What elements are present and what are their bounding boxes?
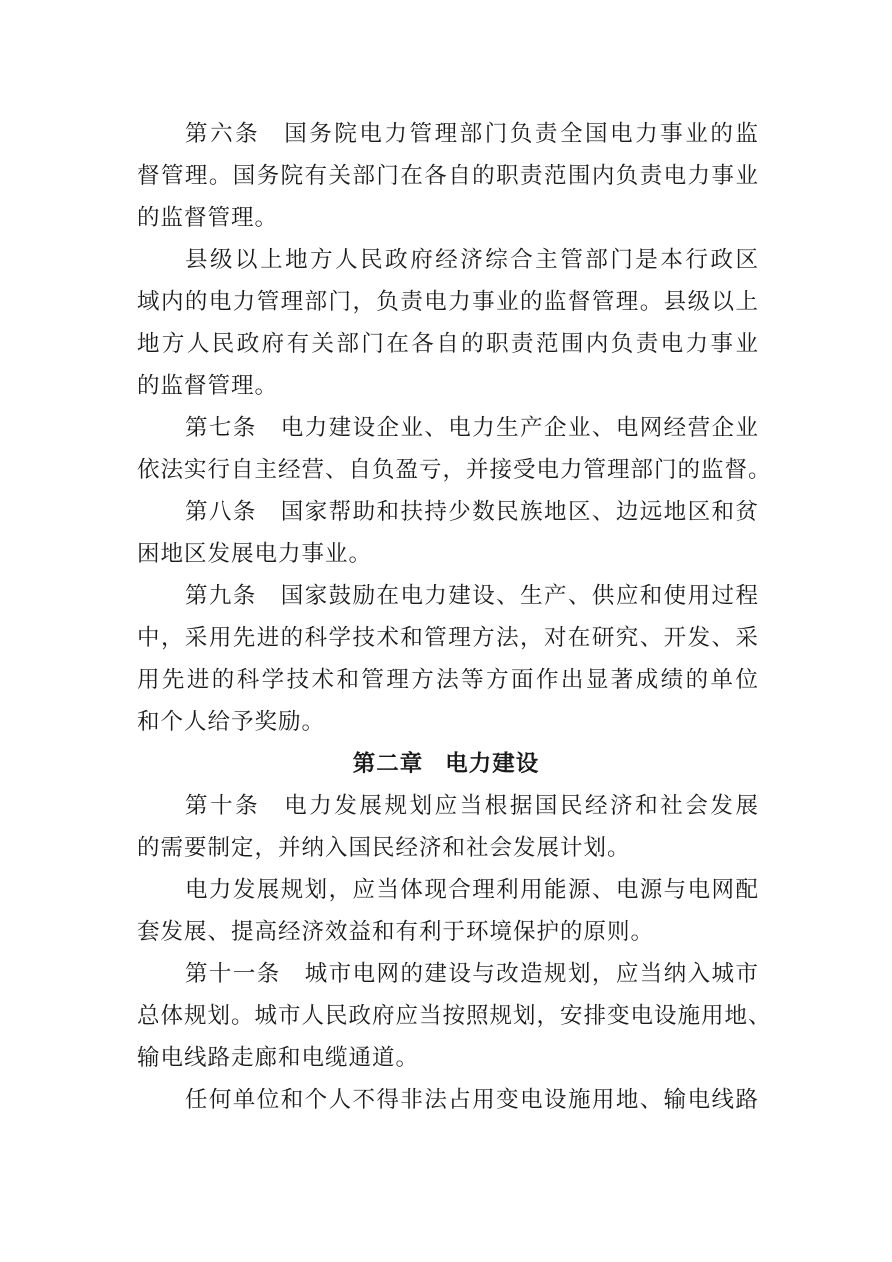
chapter-title: 电力建设 (445, 751, 540, 777)
article-6-p2-line-3: 地方人民政府有关部门在各自的职责范围内负责电力事业 (137, 331, 759, 357)
article-11-p2-line-1: 任何单位和个人不得非法占用变电设施用地、输电线路 (185, 1087, 759, 1113)
article-9-line-1: 第九条 国家鼓励在电力建设、生产、供应和使用过程 (185, 583, 759, 609)
article-8-label: 第八条 (185, 499, 257, 525)
chapter-number: 第二章 (352, 751, 424, 777)
article-10-label: 第十条 (185, 793, 261, 819)
article-7-label: 第七条 (185, 415, 257, 441)
article-6-p2-line-2: 域内的电力管理部门，负责电力事业的监督管理。县级以上 (137, 289, 759, 315)
article-11-line-3: 输电线路走廊和电缆通道。 (137, 1045, 420, 1071)
chapter-heading (0, 747, 892, 781)
article-7-line-2: 依法实行自主经营、自负盈亏，并接受电力管理部门的监督。 (137, 457, 772, 483)
article-11-line-1: 第十一条 城市电网的建设与改造规划，应当纳入城市 (185, 961, 759, 987)
article-6-line-2: 督管理。国务院有关部门在各自的职责范围内负责电力事业 (137, 163, 759, 189)
article-9-line-3: 用先进的科学技术和管理方法等方面作出显著成绩的单位 (137, 667, 759, 693)
article-9-label: 第九条 (185, 583, 257, 609)
article-10-p2-line-1: 电力发展规划，应当体现合理利用能源、电源与电网配 (185, 877, 759, 903)
article-6-label: 第六条 (185, 121, 261, 147)
article-9-line-4: 和个人给予奖励。 (137, 709, 326, 735)
article-9-line-2: 中，采用先进的科学技术和管理方法，对在研究、开发、采 (137, 625, 759, 651)
article-8-line-2: 困地区发展电力事业。 (137, 541, 373, 567)
article-8-line-1: 第八条 国家帮助和扶持少数民族地区、边远地区和贫 (185, 499, 759, 525)
article-10-p2-line-2: 套发展、提高经济效益和有利于环境保护的原则。 (137, 919, 655, 945)
article-11-line-2: 总体规划。城市人民政府应当按照规划，安排变电设施用地、 (137, 1003, 772, 1029)
article-6-p2-line-4: 的监督管理。 (137, 373, 279, 399)
article-6-p2-line-1: 县级以上地方人民政府经济综合主管部门是本行政区 (185, 247, 759, 273)
article-6-line-3: 的监督管理。 (137, 205, 279, 231)
article-6-line-1: 第六条 国务院电力管理部门负责全国电力事业的监 (185, 121, 759, 147)
article-10-line-2: 的需要制定，并纳入国民经济和社会发展计划。 (137, 835, 631, 861)
article-11-label: 第十一条 (185, 961, 281, 987)
article-7-line-1: 第七条 电力建设企业、电力生产企业、电网经营企业 (185, 415, 759, 441)
article-10-line-1: 第十条 电力发展规划应当根据国民经济和社会发展 (185, 793, 759, 819)
